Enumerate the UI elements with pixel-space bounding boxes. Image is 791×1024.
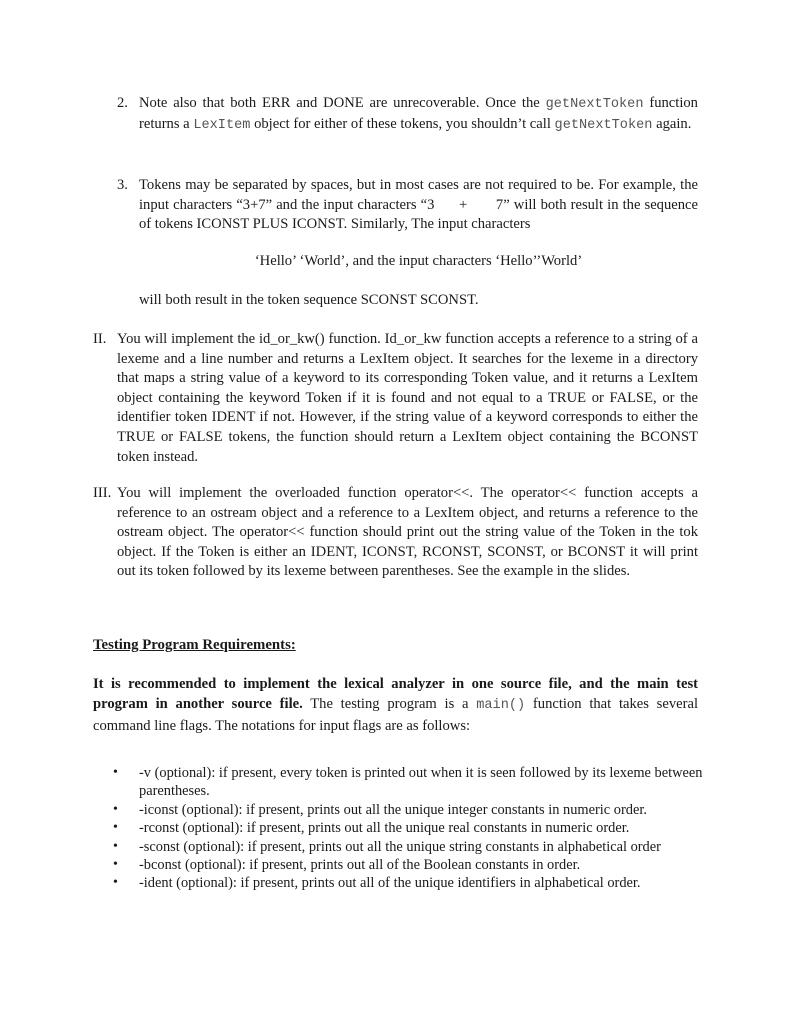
section-3-text: You will implement the overloaded function operator<<. The operator<< function accepts a reference to an ostream object and a reference to a LexItem object, and returns a reference to the ostream object. The operator<< function should print out the string value of the Token in the tok object. If the Token is either an IDENT, ICONST, RCONST, SCONST, or BCONST it will print out its token followed by its lexeme between parentheses. See the example in the slides.	[117, 485, 698, 580]
section-2-text: You will implement the id_or_kw() function. Id_or_kw function accepts a reference to a string of a lexeme and a line number and returns a LexItem object. It searches for the lexeme in a directory that maps a string value of a keyword to its corresponding Token value, and it returns a LexItem object containing the keyword Token if it is found and not equal to a TRUE or FALSE, or the identifier token IDENT if not. However, if the string value of a keyword corresponds to either the TRUE or FALSE tokens, the function should return a LexItem object containing the BCONST token instead.	[117, 331, 698, 465]
bullet-icon: •	[113, 765, 118, 780]
list-item: • -iconst (optional): if present, prints out all the unique integer constants in numeric order.	[113, 801, 647, 818]
bullet-icon: •	[113, 820, 118, 836]
section-2-numeral: II.	[93, 331, 107, 347]
note-2	[139, 94, 698, 135]
list-item: • -bconst (optional): if present, prints out all of the Boolean constants in order.	[113, 857, 581, 874]
bullet-icon: •	[113, 801, 118, 817]
code-LexItem: LexItem	[193, 117, 251, 133]
testing-bold-text: It is recommended to implement the lexical analyzer in one source file, and the main test program in another source file.	[93, 676, 698, 712]
note-3-result: will both result in the token sequence SCONST SCONST.	[139, 292, 479, 308]
code-main: main()	[476, 698, 526, 713]
note-2-text: Note also that both ERR and DONE are unrecoverable. Once the getNextToken function returns a LexItem object for either of these tokens, you shouldn’t call getNextToken again.	[139, 95, 698, 133]
flags-list	[113, 764, 703, 893]
bullet-icon: •	[113, 857, 118, 873]
list-item: • -ident (optional): if present, prints out all of the unique identifiers in alphabetical order.	[113, 875, 641, 892]
list-item: • -v (optional): if present, every token is printed out when it is seen followed by its lexeme between parentheses.	[113, 765, 703, 800]
code-getNextToken: getNextToken	[545, 97, 644, 112]
testing-heading: Testing Program Requirements:	[93, 637, 296, 653]
list-item: • -sconst (optional): if present, prints out all the unique string constants in alphabetical order	[113, 838, 661, 855]
list-item: • -rconst (optional): if present, prints out all the unique real constants in numeric order.	[113, 820, 630, 837]
note-3-example: ‘Hello’ ‘World’, and the input characters ‘Hello’’World’	[254, 253, 583, 269]
note-3-text: Tokens may be separated by spaces, but in most cases are not required to be. For example, the input characters “3+7” and the input characters “3 + 7” will both result in the sequence of tokens ICONST PLUS ICONST. Similarly, The input characters	[139, 177, 702, 233]
section-3	[117, 484, 698, 582]
note-2-number: 2.	[117, 95, 128, 111]
bullet-icon: •	[113, 838, 118, 854]
code-getNextToken-2: getNextToken	[554, 117, 653, 133]
note-3-number: 3.	[117, 177, 128, 193]
note-3	[139, 176, 702, 235]
section-2	[117, 330, 698, 467]
bullet-icon: •	[113, 875, 118, 891]
section-3-numeral: III.	[93, 485, 112, 501]
testing-paragraph: It is recommended to implement the lexical analyzer in one source file, and the main test program in another source file. The testing program is a main() function that takes several command line flags. The notations for input flags are as follows:	[93, 676, 699, 734]
